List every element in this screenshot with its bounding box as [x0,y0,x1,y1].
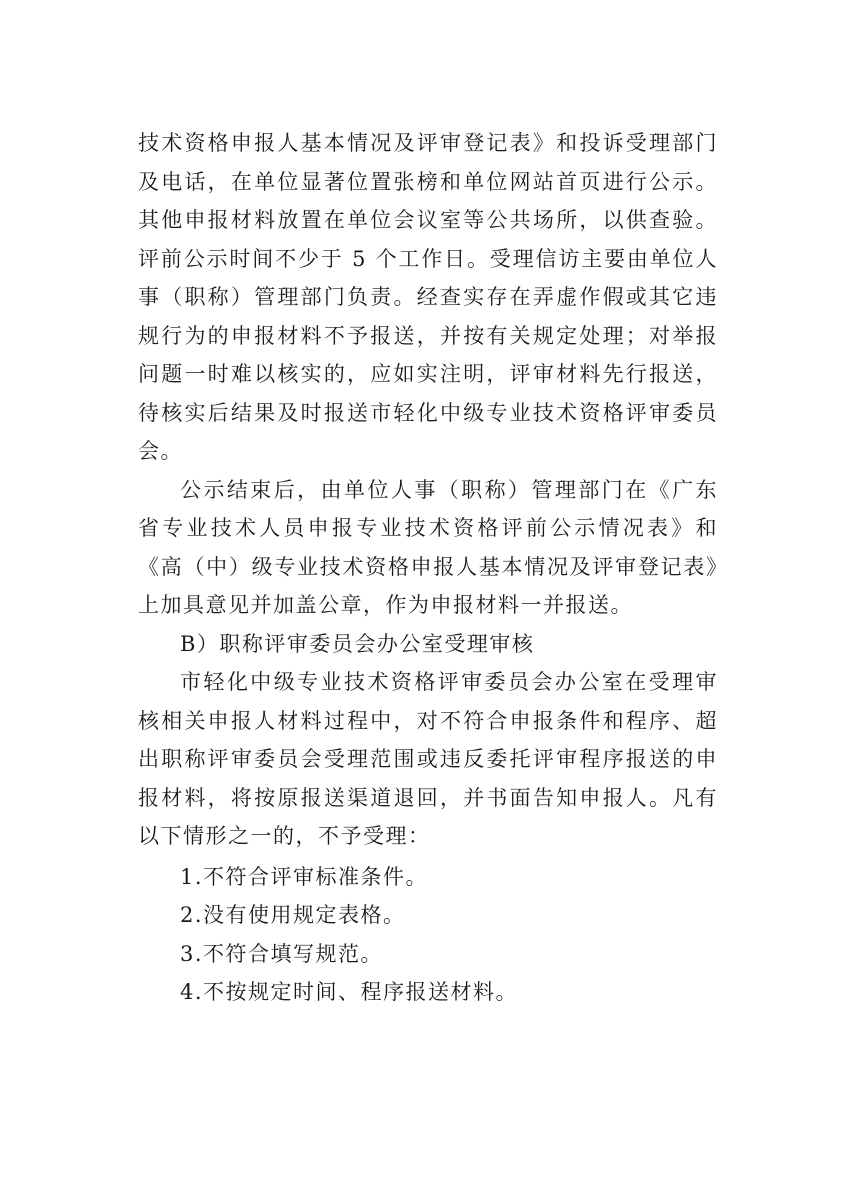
paragraph-continuation: 技术资格申报人基本情况及评审登记表》和投诉受理部门及电话，在单位显著位置张榜和单位网站首页进行公示。其他申报材料放置在单位会议室等公共场所，以供查验。评前公示时间不少于 5 个工作日。受理信访主要由单位人事（职称）管理部门负责。经查实存在弄虚作假或其它违规行为的申报材料不予报送，并按有关规定处理；对举报问题一时难以核实的，应如实注明，评审材料先行报送，待核实后结果及时报送市轻化中级专业技术资格评审委员会。 [138,131,718,463]
paragraph-review-office: 市轻化中级专业技术资格评审委员会办公室在受理审核相关申报人材料过程中，对不符合申报条件和程序、超出职称评审委员会受理范围或违反委托评审程序报送的申报材料，将按原报送渠道退回，并书面告知申报人。凡有以下情形之一的，不予受理： [138,670,718,848]
list-item: 3.不符合填写规范。 [180,941,384,966]
paragraph-publicity-result: 公示结束后，由单位人事（职称）管理部门在《广东省专业技术人员申报专业技术资格评前公示情况表》和《高（中）级专业技术资格申报人基本情况及评审登记表》上加具意见并加盖公章，作为申报材料一并报送。 [138,477,718,617]
list-item: 4.不按规定时间、程序报送材料。 [180,980,519,1004]
section-heading-b: B）职称评审委员会办公室受理审核 [180,631,535,656]
list-item: 1.不符合评审标准条件。 [180,864,429,889]
document-body [138,124,718,1012]
list-item: 2.没有使用规定表格。 [180,903,406,927]
